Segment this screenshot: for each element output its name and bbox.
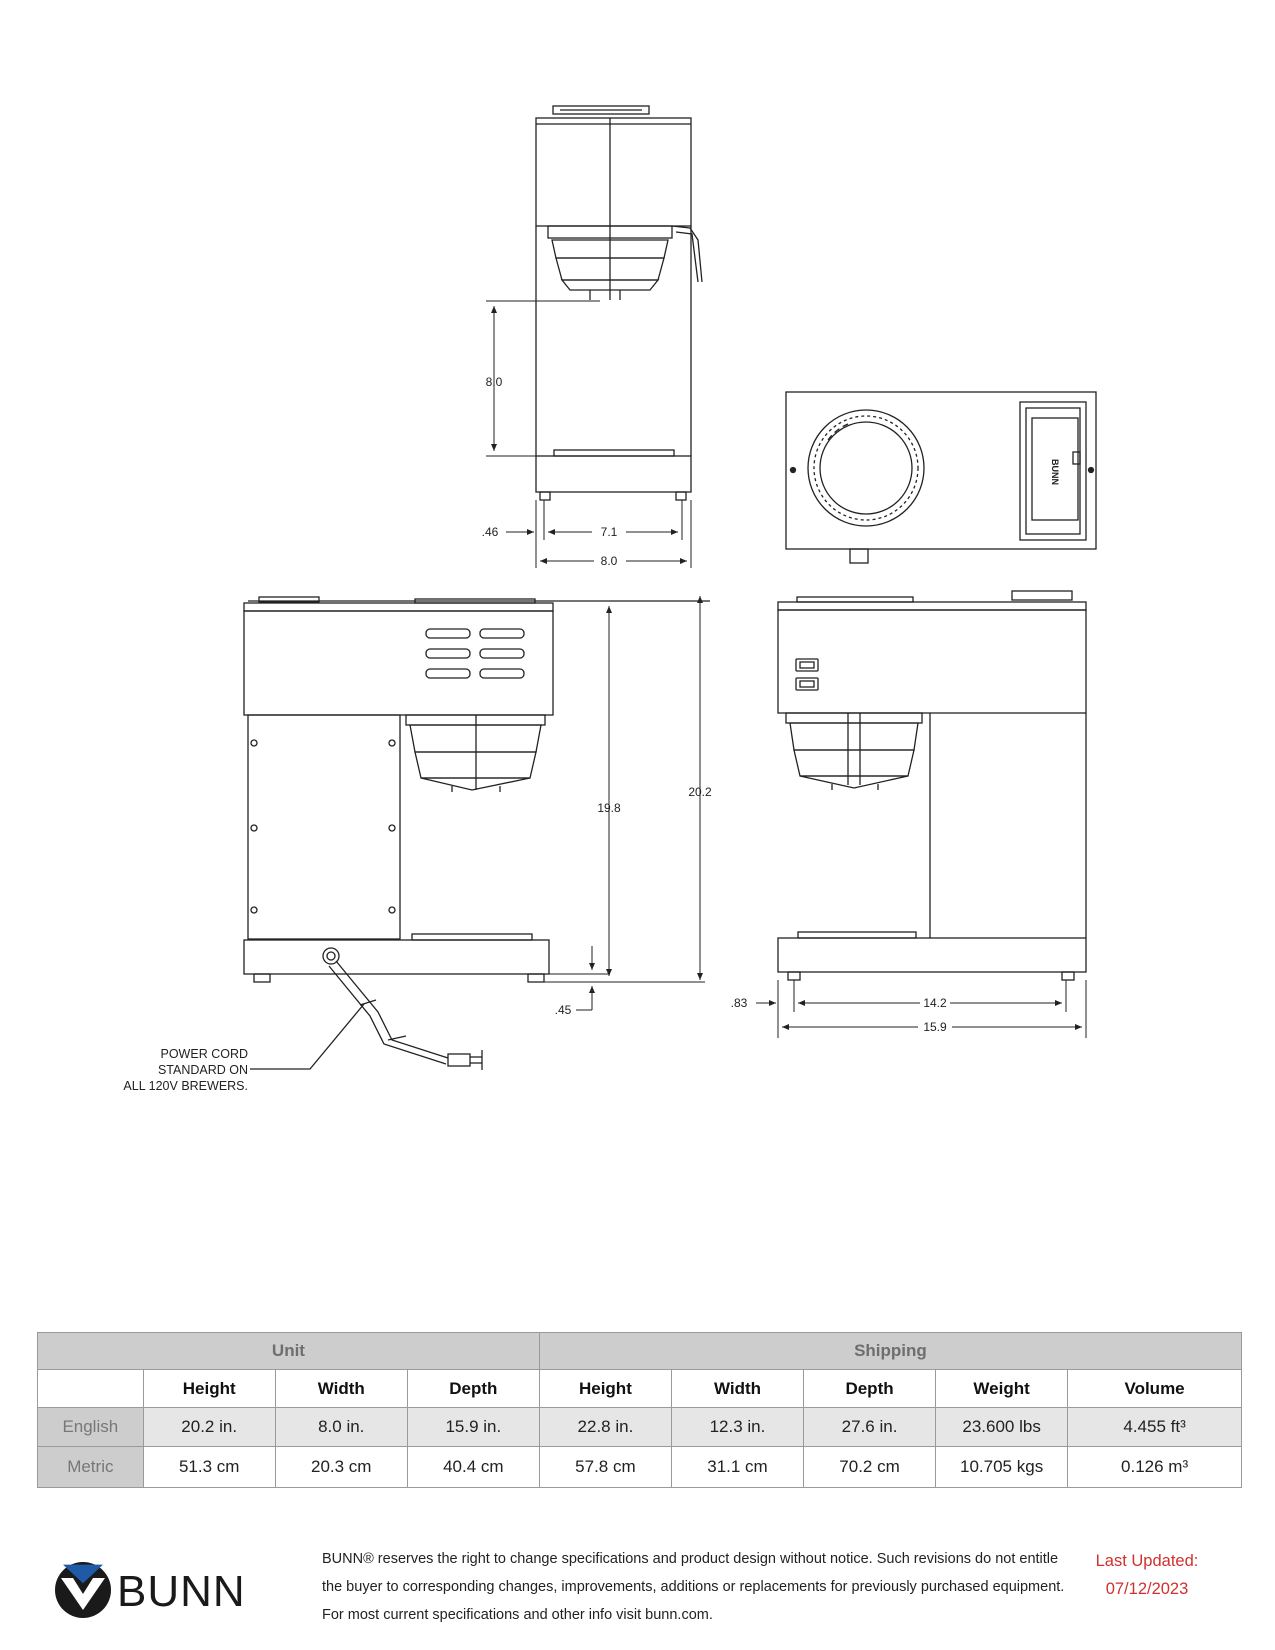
table-cell: 15.9 in.: [407, 1408, 539, 1447]
last-updated-date: 07/12/2023: [1105, 1580, 1189, 1598]
top-view-dimensions: [486, 301, 691, 568]
front-view-dimensions: [756, 980, 1086, 1038]
table-cell: 0.126 m³: [1068, 1447, 1242, 1488]
front-view: [778, 591, 1086, 980]
top-view: [536, 106, 702, 500]
column-header-row: [38, 1370, 1242, 1408]
dim-side-height: 19.8: [597, 801, 621, 815]
plan-logo-mark: BUNN: [1050, 459, 1060, 485]
plan-view: [786, 392, 1096, 563]
table-cell: 20.3 cm: [275, 1447, 407, 1488]
last-updated-label: Last Updated:: [1095, 1552, 1199, 1570]
table-cell: 20.2 in.: [143, 1408, 275, 1447]
column-header: Width: [671, 1370, 803, 1408]
column-header: Weight: [936, 1370, 1068, 1408]
disclaimer-line: For most current specifications and other info visit bunn.com.: [322, 1607, 713, 1623]
group-shipping: Shipping: [539, 1333, 1241, 1370]
spec-table: [37, 1332, 1242, 1488]
table-cell: 12.3 in.: [671, 1408, 803, 1447]
disclaimer-line: the buyer to corresponding changes, improvements, additions or replacements for previously purchased equipment.: [322, 1579, 1065, 1595]
last-updated: [1087, 1547, 1207, 1603]
disclaimer: [322, 1545, 1072, 1629]
dim-side-foot: .45: [554, 1003, 572, 1017]
table-cell: 23.600 lbs: [936, 1408, 1068, 1447]
table-cell: 8.0 in.: [275, 1408, 407, 1447]
side-view: [244, 597, 710, 1070]
bunn-logo: [55, 1560, 305, 1620]
disclaimer-line: BUNN® reserves the right to change specifications and product design without notice. Such revisions do not entitle: [322, 1551, 1059, 1567]
table-row-metric: [38, 1447, 1242, 1488]
table-cell: 31.1 cm: [671, 1447, 803, 1488]
table-cell: 70.2 cm: [804, 1447, 936, 1488]
dim-side-total: 20.2: [688, 785, 712, 799]
dim-front-leg: .83: [730, 996, 748, 1010]
dim-front-inner: 14.2: [923, 996, 947, 1010]
dim-top-inner: 7.1: [600, 525, 618, 539]
power-cord-note-3: ALL 120V BREWERS.: [123, 1079, 248, 1093]
column-header: Height: [539, 1370, 671, 1408]
column-header: Height: [143, 1370, 275, 1408]
group-header-row: [38, 1333, 1242, 1370]
row-label: Metric: [38, 1447, 144, 1488]
dim-top-width: 8.0: [600, 554, 618, 568]
column-header: Depth: [407, 1370, 539, 1408]
column-header-blank: [38, 1370, 144, 1408]
dim-top-leg: .46: [481, 525, 499, 539]
table-cell: 4.455 ft³: [1068, 1408, 1242, 1447]
table-cell: 22.8 in.: [539, 1408, 671, 1447]
table-row-english: [38, 1408, 1242, 1447]
group-unit: Unit: [38, 1333, 540, 1370]
dim-top-height: 8.0: [485, 375, 503, 389]
power-cord-note-2: STANDARD ON: [157, 1063, 248, 1077]
brand-wordmark: BUNN: [117, 1567, 246, 1616]
table-cell: 27.6 in.: [804, 1408, 936, 1447]
column-header: Volume: [1068, 1370, 1242, 1408]
power-cord-note-1: POWER CORD: [160, 1047, 248, 1061]
footer: [0, 1545, 1275, 1650]
column-header: Depth: [804, 1370, 936, 1408]
side-view-dimensions: [544, 596, 705, 1010]
column-header: Width: [275, 1370, 407, 1408]
dim-front-depth: 15.9: [923, 1020, 947, 1034]
table-cell: 10.705 kgs: [936, 1447, 1068, 1488]
table-cell: 57.8 cm: [539, 1447, 671, 1488]
table-cell: 40.4 cm: [407, 1447, 539, 1488]
row-label: English: [38, 1408, 144, 1447]
table-cell: 51.3 cm: [143, 1447, 275, 1488]
